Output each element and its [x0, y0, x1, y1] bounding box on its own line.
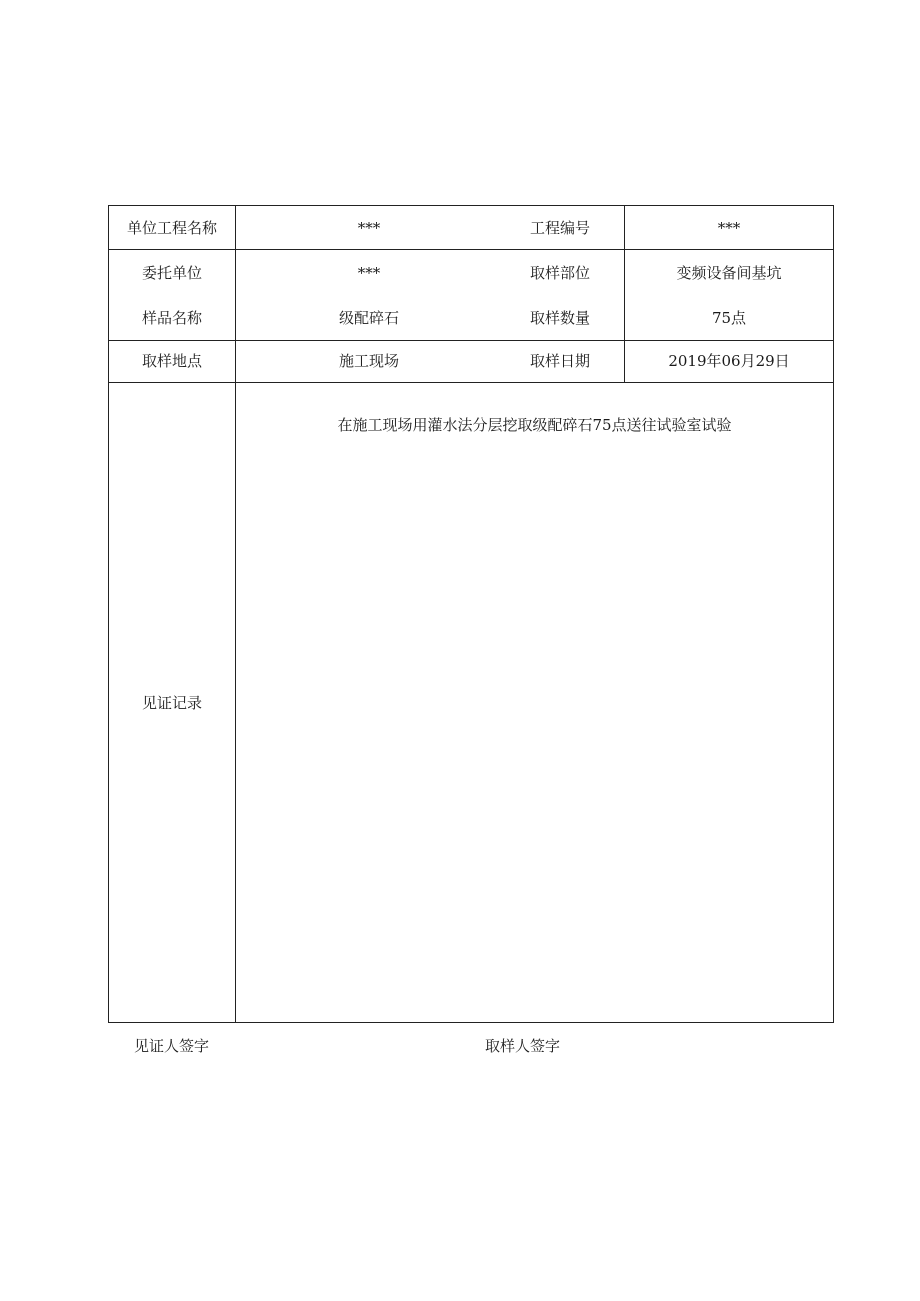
divider-row3: [109, 340, 833, 341]
label-sampling-location-part: 取样部位: [529, 264, 590, 282]
sampler-signature-label: 取样人签字: [485, 1037, 561, 1055]
label-sampling-date: 取样日期: [529, 352, 590, 370]
divider-row1: [109, 249, 833, 250]
label-project-number: 工程编号: [529, 219, 590, 237]
label-sample-name: 样品名称: [141, 309, 202, 327]
divider-row4: [109, 382, 833, 383]
value-client: ***: [357, 264, 381, 282]
witness-record-text: 在施工现场用灌水法分层挖取级配碎石75点送往试验室试验: [337, 416, 732, 434]
witness-sampling-form: [108, 205, 834, 1023]
value-sampling-location-part: 变频设备间基坑: [676, 264, 782, 282]
value-sample-quantity: 75点: [711, 309, 747, 327]
value-sampling-site: 施工现场: [338, 352, 399, 370]
value-project-number: ***: [717, 219, 741, 237]
label-sampling-site: 取样地点: [141, 352, 202, 370]
value-sampling-date: 2019年06月29日: [668, 352, 790, 370]
label-project-name: 单位工程名称: [126, 219, 217, 237]
divider-label-column: [235, 206, 236, 1022]
value-sample-name: 级配碎石: [338, 309, 399, 327]
label-sample-quantity: 取样数量: [529, 309, 590, 327]
witness-signature-label: 见证人签字: [134, 1037, 210, 1055]
label-witness-record: 见证记录: [141, 694, 202, 712]
value-project-name: ***: [357, 219, 381, 237]
label-client: 委托单位: [141, 264, 202, 282]
